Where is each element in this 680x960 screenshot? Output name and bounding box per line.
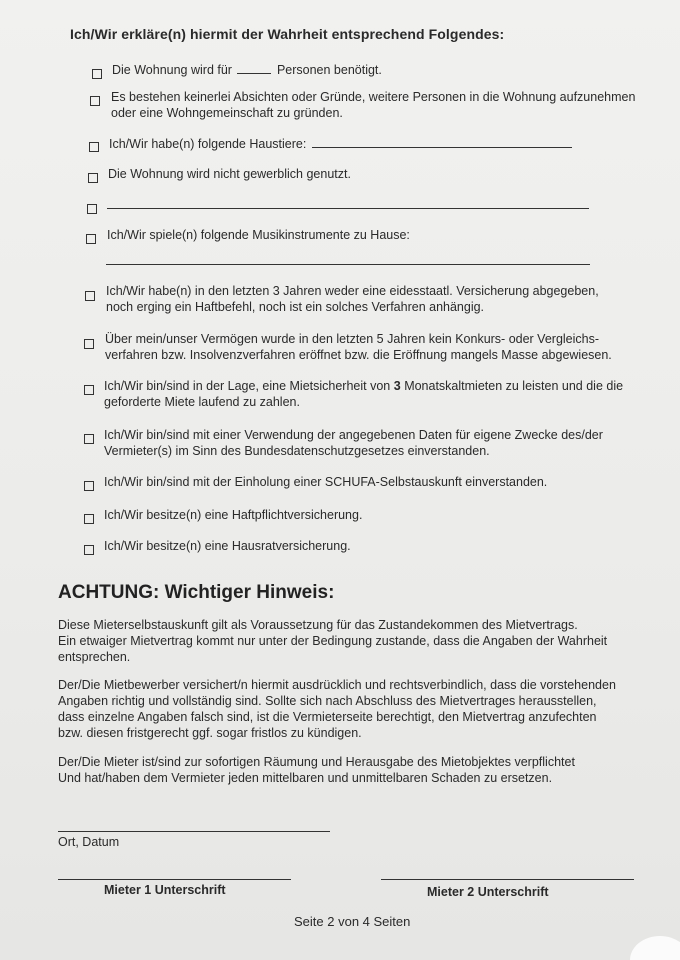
tenant1-signature-label: Mieter 1 Unterschrift xyxy=(104,883,226,897)
paragraph-eviction: Der/Die Mieter ist/sind zur sofortigen Räumung und Herausgabe des Mietobjektes verpflichtet Und hat/haben dem Vermieter jeden mittelbaren und unmittelbaren Schaden zu ersetzen. xyxy=(58,755,575,785)
instruments-input-line[interactable] xyxy=(106,264,590,265)
tenant1-signature-line[interactable] xyxy=(58,879,291,880)
checkbox-schufa[interactable] xyxy=(84,481,94,491)
persons-count-blank[interactable] xyxy=(237,62,271,74)
checkbox-deposit[interactable] xyxy=(84,385,94,395)
item-deposit: Ich/Wir bin/sind in der Lage, eine Mietsicherheit von 3 Monatskaltmieten zu leisten und die die geforderte Miete laufend zu zahlen. xyxy=(104,379,624,409)
checkbox-data-usage[interactable] xyxy=(84,434,94,444)
checkbox-liability-insurance[interactable] xyxy=(84,514,94,524)
item-schufa: Ich/Wir bin/sind mit der Einholung einer SCHUFA-Selbstauskunft einverstanden. xyxy=(104,475,548,489)
declaration-heading: Ich/Wir erkläre(n) hiermit der Wahrheit entsprechend Folgendes: xyxy=(70,26,505,42)
checkbox-instruments[interactable] xyxy=(86,234,96,244)
item-persons: Die Wohnung wird für Personen benötigt. xyxy=(112,63,382,77)
checkbox-no-insolvency[interactable] xyxy=(84,339,94,349)
item-pets: Ich/Wir habe(n) folgende Haustiere: xyxy=(109,137,307,151)
tenant2-signature-line[interactable] xyxy=(381,879,634,880)
item-instruments: Ich/Wir spiele(n) folgende Musikinstrumente zu Hause: xyxy=(107,228,410,242)
paragraph-assurance: Der/Die Mietbewerber versichert/n hiermit ausdrücklich und rechtsverbindlich, dass die vorstehenden Angaben richtig und vollständig sind. Sollte sich nach Abschluss des Mietvertrages herausstellen, dass einzelne Angaben falsch sind, ist die Vermieterseite berechtigt, den Mietvertrag anzufechten bzw. diesen fristgerecht ggf. sogar fristlos zu kündigen. xyxy=(58,678,616,740)
place-date-label: Ort, Datum xyxy=(58,835,120,849)
custom-input-line[interactable] xyxy=(107,208,589,209)
warning-heading: ACHTUNG: Wichtiger Hinweis: xyxy=(58,582,335,603)
paragraph-precondition: Diese Mieterselbstauskunft gilt als Voraussetzung für das Zustandekommen des Mietvertrags. Ein etwaiger Mietvertrag kommt nur unter der Bedingung zustande, dass die Angaben der Wahrheit entsprechen. xyxy=(58,618,608,664)
item-household-insurance: Ich/Wir besitze(n) eine Hausratversicherung. xyxy=(104,539,351,553)
pets-input-line[interactable] xyxy=(312,147,572,148)
light-reflection xyxy=(630,936,680,960)
item-data-usage: Ich/Wir bin/sind mit einer Verwendung der angegebenen Daten für eigene Zwecke des/der Vermieter(s) im Sinn des Bundesdatenschutzgesetzes einverstanden. xyxy=(104,428,603,458)
tenant2-signature-label: Mieter 2 Unterschrift xyxy=(427,885,549,899)
item-not-commercial: Die Wohnung wird nicht gewerblich genutzt. xyxy=(108,167,351,181)
checkbox-household-insurance[interactable] xyxy=(84,545,94,555)
checkbox-persons[interactable] xyxy=(92,69,102,79)
checkbox-not-commercial[interactable] xyxy=(88,173,98,183)
checkbox-no-affidavit[interactable] xyxy=(85,291,95,301)
page-footer: Seite 2 von 4 Seiten xyxy=(294,914,411,929)
checkbox-pets[interactable] xyxy=(89,142,99,152)
place-date-line[interactable] xyxy=(58,831,330,832)
item-no-affidavit: Ich/Wir habe(n) in den letzten 3 Jahren weder eine eidesstaatl. Versicherung abgegeben, noch erging ein Haftbefehl, noch ist ein solches Verfahren anhängig. xyxy=(106,284,599,314)
item-liability-insurance: Ich/Wir besitze(n) eine Haftpflichtversicherung. xyxy=(104,508,363,522)
checkbox-no-additional-persons[interactable] xyxy=(90,96,100,106)
item-no-insolvency: Über mein/unser Vermögen wurde in den letzten 5 Jahren kein Konkurs- oder Vergleichs- verfahren bzw. Insolvenzverfahren eröffnet bzw. die Eröffnung mangels Masse abgewiesen. xyxy=(105,332,612,362)
checkbox-custom[interactable] xyxy=(87,204,97,214)
item-no-additional-persons: Es bestehen keinerlei Absichten oder Gründe, weitere Personen in die Wohnung aufzunehmen oder eine Wohngemeinschaft zu gründen. xyxy=(111,90,636,120)
